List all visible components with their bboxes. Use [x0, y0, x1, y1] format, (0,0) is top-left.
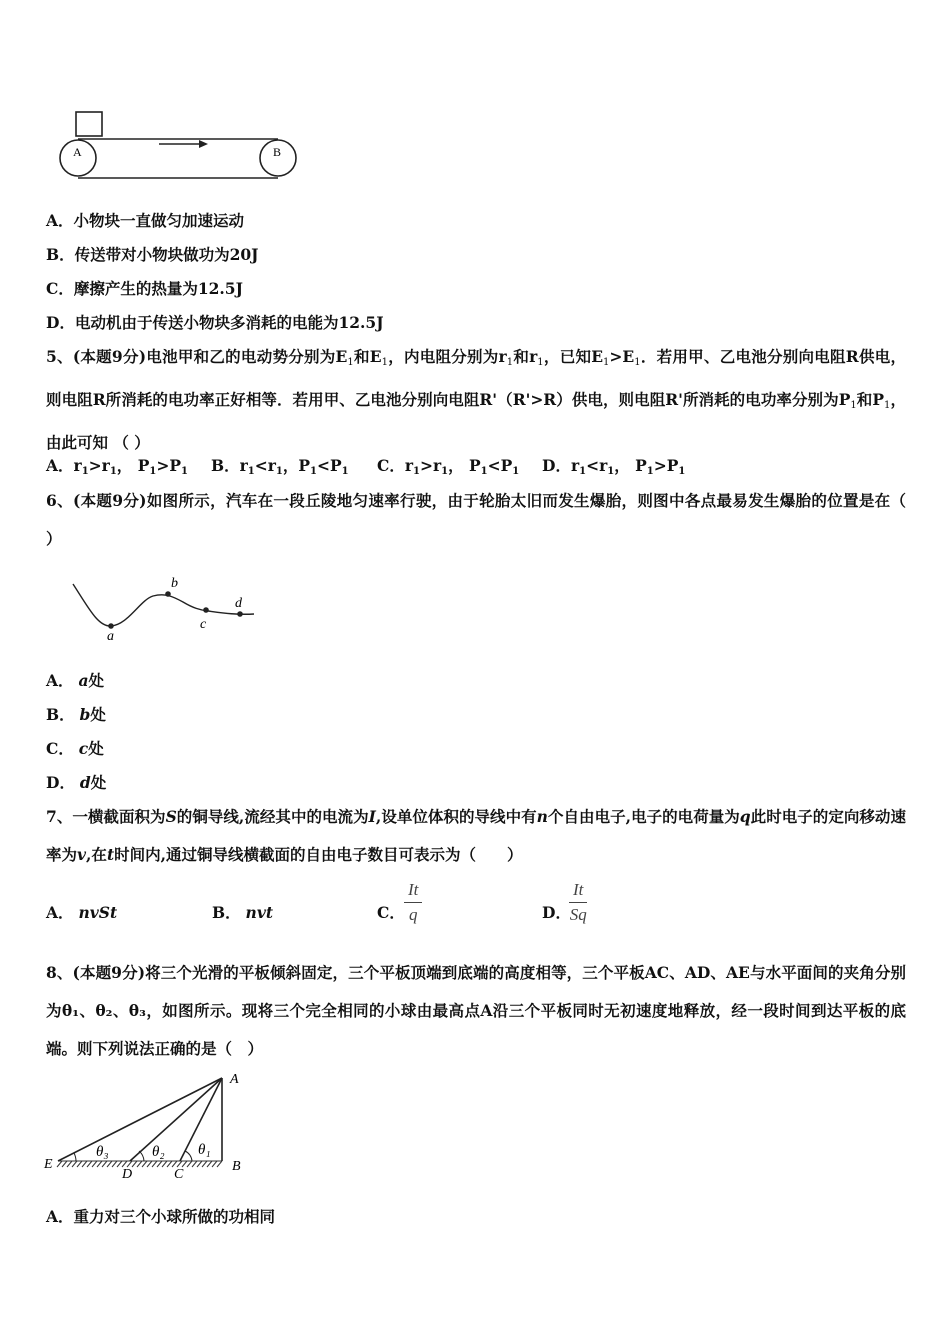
- ground-hatch: [157, 1161, 162, 1167]
- svg-text:A: A: [230, 1072, 239, 1087]
- svg-text:D: D: [122, 1167, 133, 1182]
- hill-road-figure: [68, 572, 268, 644]
- q5-option-b: B．$r_1<r_1$，$P_1<P_1$: [211, 456, 349, 477]
- ground-hatch: [192, 1161, 197, 1167]
- q4-option-d: D．电动机由于传送小物块多消耗的电能为12.5J: [46, 313, 384, 332]
- ground-hatch: [152, 1161, 157, 1167]
- ground-hatch: [97, 1161, 102, 1167]
- ground-hatch: [112, 1161, 117, 1167]
- q6-option-d: D． d处: [46, 773, 107, 792]
- svg-text:C: C: [174, 1167, 184, 1182]
- svg-text:θ₁: θ₁: [198, 1142, 211, 1158]
- svg-text:d: d: [235, 596, 242, 611]
- q7-option-a: A． nvSt: [46, 903, 118, 922]
- q7-option-d-key: D．: [542, 903, 571, 922]
- q7-option-b: B． nvt: [212, 903, 273, 922]
- q7-option-c-key: C．: [377, 903, 405, 922]
- q6-stem: 6、(本题9分)如图所示，汽车在一段丘陵地匀速率行驶，由于轮胎太旧而发生爆胎，则图中各点最易发生爆胎的位置是在（ ）: [46, 491, 927, 548]
- q6-option-b: B． b处: [46, 705, 106, 724]
- q5-option-c: C．$r_1>r_1$， $P_1<P_1$: [377, 456, 520, 477]
- ground-hatch: [62, 1161, 67, 1167]
- ground-hatch: [77, 1161, 82, 1167]
- svg-text:E: E: [44, 1157, 53, 1172]
- ground-hatch: [202, 1161, 207, 1167]
- q5-option-a: A．$r_1>r_1$， $P_1>P_1$: [46, 456, 188, 477]
- q7-option-c-fraction: $\frac{It}{q}$: [404, 878, 422, 927]
- point-d: [237, 611, 243, 617]
- q4-option-b: B．传送带对小物块做功为20J: [46, 245, 259, 264]
- ground-hatch: [137, 1161, 142, 1167]
- svg-text:B: B: [232, 1159, 241, 1174]
- ground-hatch: [87, 1161, 92, 1167]
- ground-hatch: [67, 1161, 72, 1167]
- point-a: [108, 623, 114, 629]
- ground-hatch: [147, 1161, 152, 1167]
- ground-hatch: [92, 1161, 97, 1167]
- point-b: [165, 591, 171, 597]
- ground-hatch: [217, 1161, 222, 1167]
- ground-hatch: [142, 1161, 147, 1167]
- q5-option-d: D．$r_1<r_1$， $P_1>P_1$: [542, 456, 686, 477]
- q4-option-c: C．摩擦产生的热量为12.5J: [46, 279, 243, 298]
- ground-hatch: [167, 1161, 172, 1167]
- q5-stem: 5、(本题9分)电池甲和乙的电动势分别为$E_1$和$E_1$，内电阻分别为$r_1$和$r_1$，已知$E_1>E_1$．若用甲、乙电池分别向电阻R供电，则电阻R所消耗的电功率正好相等．若用甲、乙电池分别向电阻R'（R'>R）供电，则电阻R'所消耗的电功率分别为$P_1$和$P_1$，由此可知 （ ）: [46, 347, 906, 452]
- svg-text:a: a: [107, 629, 114, 644]
- point-c: [203, 607, 209, 613]
- svg-text:b: b: [171, 576, 178, 591]
- q4-option-a: A．小物块一直做匀加速运动: [46, 211, 245, 230]
- q7-option-d-fraction: $\frac{It}{Sq}$: [569, 880, 587, 924]
- ground-hatch: [207, 1161, 212, 1167]
- svg-text:c: c: [200, 617, 207, 632]
- q6-option-c: C． c处: [46, 739, 104, 758]
- pulley-a-label: A: [73, 145, 82, 159]
- ground-hatch: [102, 1161, 107, 1167]
- ground-hatch: [187, 1161, 192, 1167]
- ground-hatch: [197, 1161, 202, 1167]
- svg-text:θ₃: θ₃: [96, 1144, 109, 1160]
- q8-stem: 8、(本题9分)将三个光滑的平板倾斜固定，三个平板顶端到底端的高度相等，三个平板AC、AD、AE与水平面间的夹角分别为θ₁、θ₂、θ₃，如图所示。现将三个完全相同的小球由最高点A沿三个平板同时无初速度地释放，经一段时间到达平板的底端。则下列说法正确的是（ ）: [46, 963, 906, 1058]
- ground-hatch: [57, 1161, 62, 1167]
- q8-option-a: A．重力对三个小球所做的功相同: [46, 1207, 276, 1226]
- conveyor-belt-figure: [56, 108, 306, 188]
- block: [76, 112, 102, 136]
- ground-hatch: [107, 1161, 112, 1167]
- ground-hatch: [132, 1161, 137, 1167]
- inclined-planes-figure: [40, 1066, 255, 1182]
- ground-hatch: [72, 1161, 77, 1167]
- q6-option-a: A． a处: [46, 671, 105, 690]
- pulley-b-label: B: [273, 145, 282, 159]
- ground-hatch: [212, 1161, 217, 1167]
- q7-stem: 7、一横截面积为S的铜导线,流经其中的电流为I,设单位体积的导线中有n个自由电子,电子的电荷量为q此时电子的定向移动速率为v,在t时间内,通过铜导线横截面的自由电子数目可表示为（ ）: [46, 807, 906, 864]
- ground-hatch: [162, 1161, 167, 1167]
- svg-text:θ₂: θ₂: [152, 1144, 165, 1160]
- ground-hatch: [82, 1161, 87, 1167]
